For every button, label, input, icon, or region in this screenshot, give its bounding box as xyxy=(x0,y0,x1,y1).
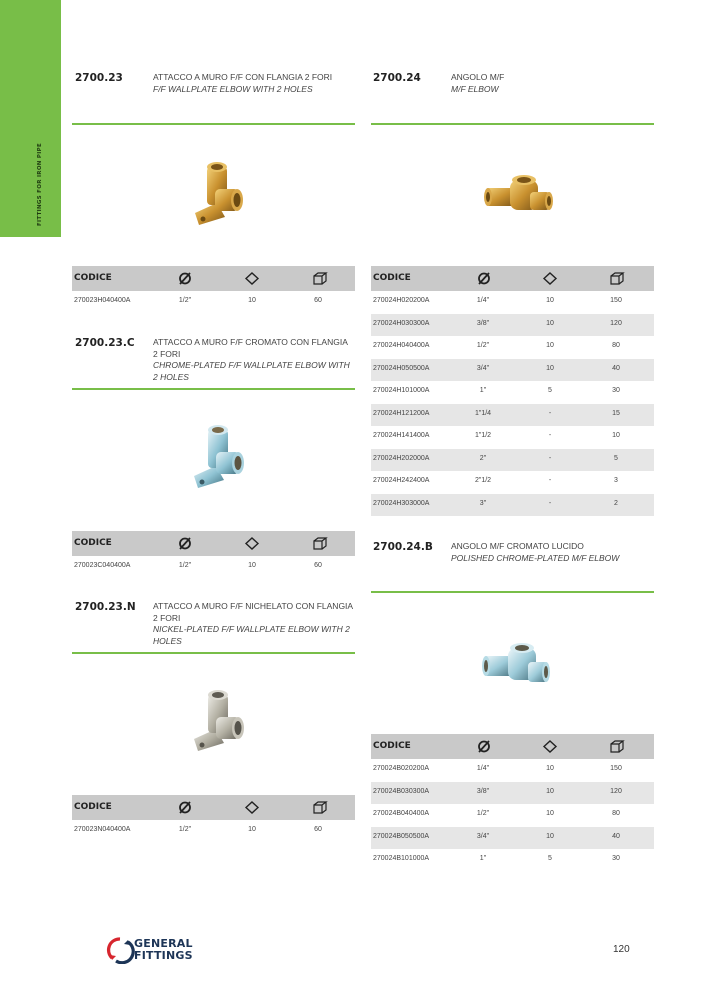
table-row xyxy=(72,556,355,579)
product-code: 2700.24 xyxy=(373,72,421,84)
cell-pack: 10 xyxy=(546,810,554,817)
table-row xyxy=(371,381,654,404)
table-row xyxy=(72,820,355,843)
cell-pack: - xyxy=(548,499,552,507)
box-carton-icon xyxy=(312,271,328,286)
cell-box: 120 xyxy=(610,787,622,795)
cell-pack: - xyxy=(548,432,552,439)
brand-name-line1: GENERAL xyxy=(134,937,193,950)
wallplate-elbow-nickel-photo xyxy=(186,685,256,757)
page-number: 120 xyxy=(613,944,630,955)
package-pack-icon xyxy=(244,271,260,286)
section-divider xyxy=(72,123,355,125)
package-pack-icon xyxy=(244,800,260,815)
cell-pack: 10 xyxy=(546,364,554,372)
cell-code: 270024B101000A xyxy=(373,855,430,862)
table-header xyxy=(72,795,355,820)
cell-diameter: 1/2" xyxy=(178,826,192,833)
header-code: CODICE xyxy=(373,273,411,283)
cell-diameter: 1/2" xyxy=(476,342,490,349)
elbow-brass-photo xyxy=(480,172,556,220)
cell-box: 150 xyxy=(610,297,622,304)
cell-diameter: 2" xyxy=(479,454,487,462)
table-row xyxy=(371,359,654,382)
table-row xyxy=(371,314,654,337)
section-tab xyxy=(0,0,61,237)
product-table xyxy=(72,266,355,314)
description-it: ATTACCO A MURO F/F CON FLANGIA 2 FORI xyxy=(153,72,333,82)
product-table xyxy=(72,795,355,843)
diameter-icon xyxy=(476,271,492,286)
diameter-icon xyxy=(476,739,492,754)
header-code: CODICE xyxy=(373,741,411,751)
description-en: M/F ELBOW xyxy=(451,83,499,94)
elbow-polished-chrome-photo xyxy=(480,640,552,692)
cell-code: 270024H242400A xyxy=(373,477,430,484)
product-code: 2700.24.B xyxy=(373,541,433,553)
cell-code: 270024B020200A xyxy=(373,765,430,772)
table-row xyxy=(371,404,654,427)
cell-diameter: 1/2" xyxy=(178,297,192,304)
section-divider xyxy=(371,123,654,125)
cell-box: 10 xyxy=(612,432,620,439)
table-row xyxy=(371,759,654,782)
cell-diameter: 3/8" xyxy=(476,787,490,795)
description-en: POLISHED CHROME-PLATED M/F ELBOW xyxy=(451,552,620,563)
cell-code: 270024H303000A xyxy=(373,499,430,507)
cell-diameter: 1/2" xyxy=(178,562,192,569)
product-description xyxy=(153,72,353,95)
cell-box: 3 xyxy=(614,477,618,484)
cell-code: 270023C040400A xyxy=(74,562,131,569)
cell-box: 30 xyxy=(612,855,620,862)
box-carton-icon xyxy=(312,800,328,815)
cell-code: 270024B050500A xyxy=(373,832,430,840)
cell-box: 60 xyxy=(314,297,322,304)
table-row xyxy=(371,782,654,805)
description-en: NICKEL-PLATED F/F WALLPLATE ELBOW WITH 2 HOLES xyxy=(153,624,350,646)
header-code: CODICE xyxy=(74,538,112,548)
cell-box: 80 xyxy=(612,810,620,817)
cell-pack: 10 xyxy=(546,297,554,304)
cell-pack: 10 xyxy=(248,297,256,304)
table-header xyxy=(72,531,355,556)
table-row xyxy=(371,426,654,449)
cell-pack: 5 xyxy=(548,387,552,394)
cell-diameter: 3/4" xyxy=(476,364,490,372)
cell-box: 60 xyxy=(314,826,322,833)
header-code: CODICE xyxy=(74,802,112,812)
table-row xyxy=(371,494,654,517)
cell-box: 120 xyxy=(610,319,622,327)
cell-box: 60 xyxy=(314,562,322,569)
diameter-icon xyxy=(177,800,193,815)
cell-diameter: 3/4" xyxy=(476,832,490,840)
section-divider xyxy=(72,652,355,654)
wallplate-elbow-chrome-photo xyxy=(186,420,256,492)
section-divider xyxy=(72,388,355,390)
cell-diameter: 1/4" xyxy=(476,765,490,772)
cell-code: 270023N040400A xyxy=(74,826,131,833)
cell-code: 270024B040400A xyxy=(373,810,430,817)
cell-diameter: 1/4" xyxy=(476,297,490,304)
package-pack-icon xyxy=(542,271,558,286)
cell-box: 5 xyxy=(614,454,618,462)
table-row xyxy=(371,804,654,827)
table-row xyxy=(371,827,654,850)
cell-box: 40 xyxy=(612,832,620,840)
table-row xyxy=(371,471,654,494)
cell-box: 15 xyxy=(612,409,620,417)
product-description xyxy=(451,541,651,564)
cell-box: 40 xyxy=(612,364,620,372)
cell-diameter: 1" xyxy=(479,855,487,862)
section-tab-label: FITTINGS FOR IRON PIPE xyxy=(37,143,43,226)
product-table xyxy=(72,531,355,579)
box-carton-icon xyxy=(312,536,328,551)
cell-code: 270024H101000A xyxy=(373,387,430,394)
table-header xyxy=(371,734,654,759)
cell-pack: - xyxy=(548,454,552,462)
diameter-icon xyxy=(177,271,193,286)
cell-code: 270024B030300A xyxy=(373,787,430,795)
package-pack-icon xyxy=(542,739,558,754)
cell-code: 270024H040400A xyxy=(373,342,430,349)
product-description xyxy=(153,337,353,383)
cell-diameter: 3/8" xyxy=(476,319,490,327)
cell-diameter: 3" xyxy=(479,499,487,507)
cell-diameter: 1" xyxy=(479,387,487,394)
description-en: F/F WALLPLATE ELBOW WITH 2 HOLES xyxy=(153,83,313,94)
table-header xyxy=(72,266,355,291)
cell-box: 80 xyxy=(612,342,620,349)
cell-pack: 10 xyxy=(546,765,554,772)
product-description xyxy=(451,72,651,95)
cell-code: 270024H202000A xyxy=(373,454,430,462)
section-divider xyxy=(371,591,654,593)
cell-pack: 10 xyxy=(546,342,554,349)
table-row xyxy=(371,849,654,872)
cell-diameter: 1"1/2 xyxy=(474,432,492,439)
description-it: ATTACCO A MURO F/F CROMATO CON FLANGIA 2 FORI xyxy=(153,337,348,359)
cell-diameter: 1/2" xyxy=(476,810,490,817)
cell-diameter: 2"1/2 xyxy=(474,477,492,484)
table-header xyxy=(371,266,654,291)
product-code: 2700.23.C xyxy=(75,337,135,349)
cell-code: 270024H121200A xyxy=(373,409,430,417)
product-code: 2700.23.N xyxy=(75,601,136,613)
table-row xyxy=(371,291,654,314)
product-description xyxy=(153,601,353,647)
table-row xyxy=(72,291,355,314)
cell-pack: - xyxy=(548,477,552,484)
cell-pack: 10 xyxy=(248,562,256,569)
product-code: 2700.23 xyxy=(75,72,123,84)
brand-name-line2: FITTINGS xyxy=(134,949,193,962)
description-it: ANGOLO M/F xyxy=(451,72,505,82)
product-table xyxy=(371,734,654,872)
cell-pack: 10 xyxy=(546,832,554,840)
cell-code: 270024H050500A xyxy=(373,364,430,372)
diameter-icon xyxy=(177,536,193,551)
cell-pack: 5 xyxy=(548,855,552,862)
cell-diameter: 1"1/4 xyxy=(474,409,492,417)
cell-pack: 10 xyxy=(248,826,256,833)
cell-box: 30 xyxy=(612,387,620,394)
cell-code: 270024H141400A xyxy=(373,432,430,439)
description-en: CHROME-PLATED F/F WALLPLATE ELBOW WITH 2 HOLES xyxy=(153,360,350,382)
product-table xyxy=(371,266,654,516)
wallplate-elbow-brass-photo xyxy=(185,157,255,229)
cell-pack: 10 xyxy=(546,319,554,327)
cell-code: 270024H030300A xyxy=(373,319,430,327)
cell-pack: - xyxy=(548,409,552,417)
box-carton-icon xyxy=(609,271,625,286)
cell-code: 270024H020200A xyxy=(373,297,430,304)
description-it: ANGOLO M/F CROMATO LUCIDO xyxy=(451,541,584,551)
cell-box: 150 xyxy=(610,765,622,772)
header-code: CODICE xyxy=(74,273,112,283)
cell-box: 2 xyxy=(614,499,618,507)
cell-pack: 10 xyxy=(546,787,554,795)
package-pack-icon xyxy=(244,536,260,551)
box-carton-icon xyxy=(609,739,625,754)
description-it: ATTACCO A MURO F/F NICHELATO CON FLANGIA 2 FORI xyxy=(153,601,353,623)
table-row xyxy=(371,336,654,359)
table-row xyxy=(371,449,654,472)
cell-code: 270023H040400A xyxy=(74,297,131,304)
